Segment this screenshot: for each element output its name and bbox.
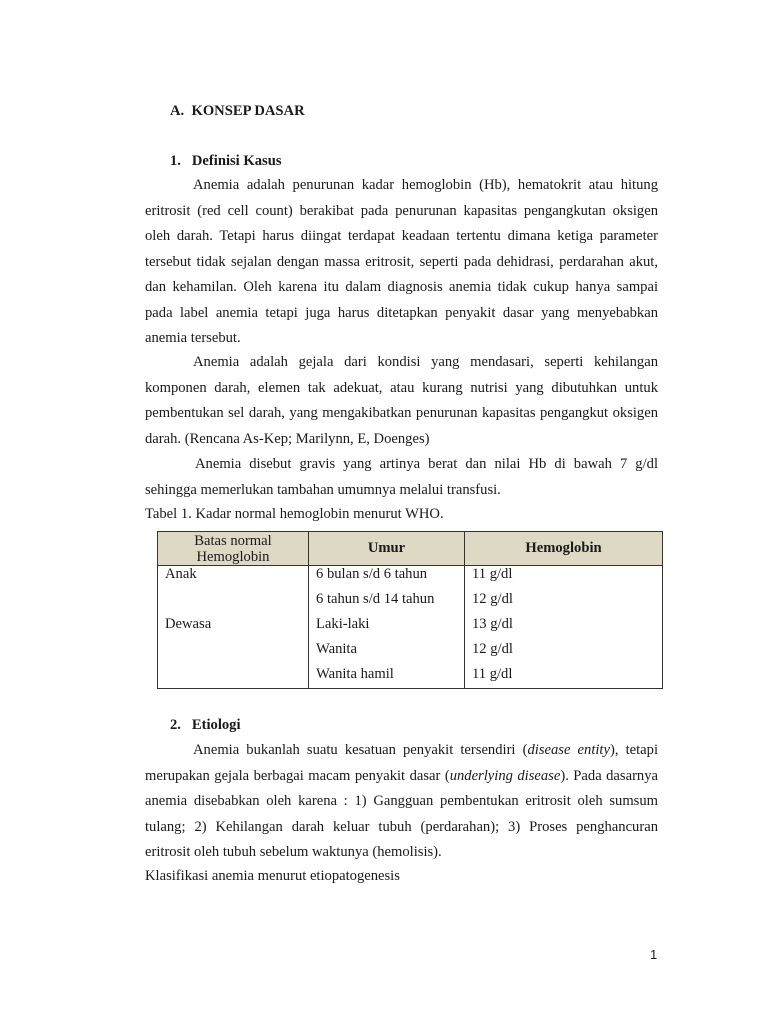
etiologi-text-1: Anemia bukanlah suatu kesatuan penyakit tersendiri ( [193, 742, 528, 758]
header-umur: Umur [309, 532, 465, 566]
cell-hb: 13 g/dl [465, 616, 663, 641]
cell-umur: 6 bulan s/d 6 tahun [309, 566, 465, 592]
etiologi-text-3: ). Pada dasarnya anemia disebabkan oleh karena : 1) Gangguan pembentukan eritrosit oleh sumsum tulang; 2) Kehilangan darah keluar tubuh (perdarahan); 3) Proses penghancuran eritrosit oleh tubuh sebelum waktunya (hemolisis). [145, 767, 658, 860]
table-header-row [158, 532, 663, 566]
paragraph-gravis: Anemia disebut gravis yang artinya berat dan nilai Hb di bawah 7 g/dl sehingga memerlukan tambahan umumnya melalui transfusi. [145, 456, 658, 498]
etiologi-term-underlying-disease: underlying disease [449, 767, 561, 784]
table-caption: Tabel 1. Kadar normal hemoglobin menurut WHO. [145, 506, 444, 522]
section-1-heading: 1. Definisi Kasus [170, 153, 282, 169]
table-row [158, 566, 663, 592]
page-number: 1 [650, 947, 658, 962]
paragraph-gejala: Anemia adalah gejala dari kondisi yang mendasari, seperti kehilangan komponen darah, elemen tak adekuat, atau kurang nutrisi yang dibutuhkan untuk pembentukan sel darah, yang mengakibatkan penurunan kapasitas pengangkut oksigen darah. (Rencana As-Kep; Marilynn, E, Doenges) [145, 354, 658, 447]
cell-umur: Laki-laki [309, 616, 465, 641]
cell-hb: 12 g/dl [465, 641, 663, 666]
cell-hb: 12 g/dl [465, 591, 663, 616]
klasifikasi-line: Klasifikasi anemia menurut etiopatogenesis [145, 868, 400, 884]
section-2-heading: 2. Etiologi [170, 717, 241, 733]
paragraph-definisi: Anemia adalah penurunan kadar hemoglobin (Hb), hematokrit atau hitung eritrosit (red cell count) berakibat pada penurunan kapasitas pengangkutan oksigen oleh darah. Tetapi harus diingat terdapat keadaan tertentu dimana ketiga parameter tersebut tidak sejalan dengan massa eritrosit, seperti pada dehidrasi, perdarahan akut, dan kehamilan. Oleh karena itu dalam diagnosis anemia tidak cukup hanya sampai pada label anemia tetapi juga harus ditetapkan penyakit dasar yang menyebabkan anemia tersebut. [145, 177, 658, 346]
cell-group [158, 641, 309, 666]
cell-hb: 11 g/dl [465, 666, 663, 689]
cell-umur: Wanita hamil [309, 666, 465, 689]
table-row [158, 616, 663, 641]
hemoglobin-table [157, 531, 663, 689]
cell-umur: Wanita [309, 641, 465, 666]
cell-group: Anak [158, 566, 309, 592]
etiologi-text-2: ), tetapi merupakan gejala berbagai macam penyakit dasar ( [145, 742, 659, 784]
cell-umur: 6 tahun s/d 14 tahun [309, 591, 465, 616]
table-row [158, 666, 663, 689]
cell-hb: 11 g/dl [465, 566, 663, 592]
table-row [158, 641, 663, 666]
table-row [158, 591, 663, 616]
cell-group [158, 591, 309, 616]
header-batas-normal: Batas normal Hemoglobin [158, 532, 309, 566]
cell-group [158, 666, 309, 689]
etiologi-term-disease-entity: disease entity [527, 742, 610, 758]
cell-group: Dewasa [158, 616, 309, 641]
paragraph-etiologi [145, 738, 658, 866]
header-hemoglobin: Hemoglobin [465, 532, 663, 566]
section-a-heading: A. KONSEP DASAR [170, 103, 305, 119]
